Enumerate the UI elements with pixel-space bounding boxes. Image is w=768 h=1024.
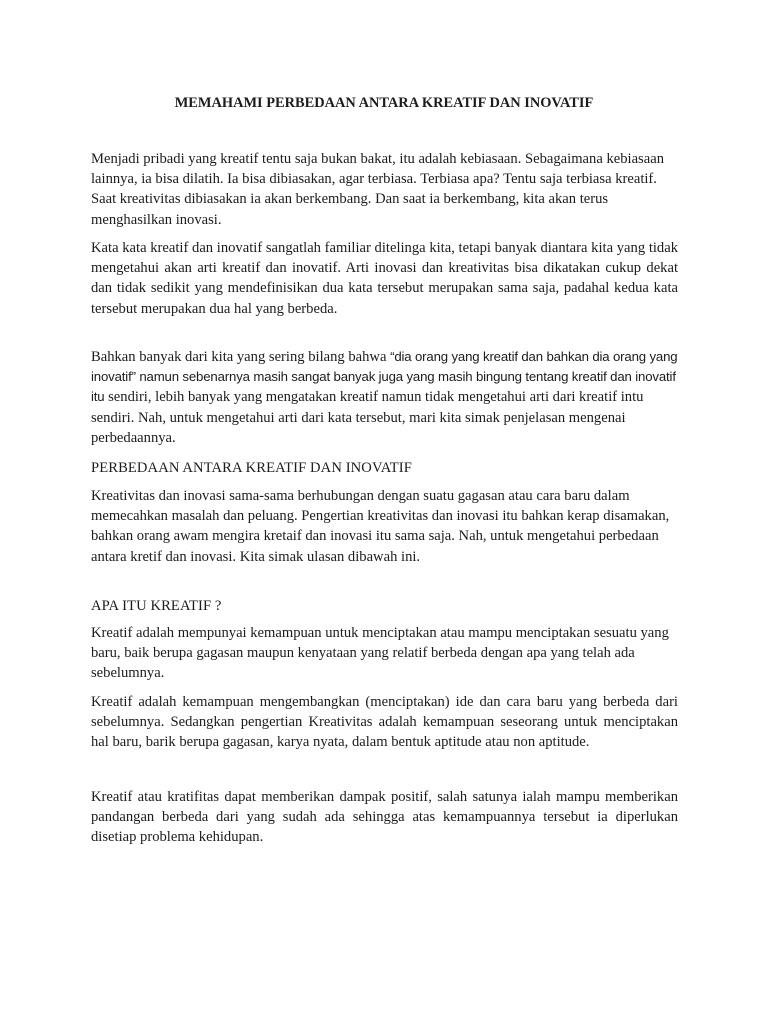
heading-apa-itu-kreatif: APA ITU KREATIF ? <box>91 598 222 614</box>
paragraph-2: Kata kata kreatif dan inovatif sangatlah familiar ditelinga kita, tetapi banyak diantara kita yang tidak mengetahui akan arti kreatif dan inovatif. Arti inovasi dan kreativitas bisa dikatakan cukup dekat dan tidak sedikit yang mendefinisikan dua kata tersebut merupakan sama saja, padahal kedua kata tersebut merupakan dua hal yang berbeda. <box>91 240 678 317</box>
paragraph-7: Kreatif atau kratifitas dapat memberikan dampak positif, salah satunya ialah mampu memberikan pandangan berbeda dari yang sudah ada sehingga atas kemampuannya tersebut ia diperlukan disetiap problema kehidupan. <box>91 789 678 846</box>
paragraph-3 <box>91 347 678 448</box>
document-title: MEMAHAMI PERBEDAAN ANTARA KREATIF DAN INOVATIF <box>174 95 594 111</box>
paragraph-3-quote: “dia orang yang kreatif dan bahkan dia orang yang inovatif” namun sebenarnya masih sangat banyak juga yang masih bingung tentang kreatif dan inovatif itu <box>91 349 678 405</box>
paragraph-3-text-end: sendiri, lebih banyak yang mengatakan kreatif namun tidak mengetahui arti dari kreatif intu sendiri. Nah, untuk mengetahui arti dari kata tersebut, mari kita simak penjelasan mengenai perbedaannya. <box>91 389 644 446</box>
paragraph-4: Kreativitas dan inovasi sama-sama berhubungan dengan suatu gagasan atau cara baru dalam memecahkan masalah dan peluang. Pengertian kreativitas dan inovasi itu bahkan kerap disamakan, bahkan orang awam mengira kretaif dan inovasi itu sama saja. Nah, untuk mengetahui perbedaan antara kretif dan inovasi. Kita simak ulasan dibawah ini. <box>91 488 670 565</box>
paragraph-5: Kreatif adalah mempunyai kemampuan untuk menciptakan atau mampu menciptakan sesuatu yang baru, baik berupa gagasan maupun kenyataan yang relatif berbeda dengan apa yang telah ada sebelumnya. <box>91 625 669 682</box>
paragraph-3-text-start: Bahkan banyak dari kita yang sering bilang bahwa <box>91 349 391 365</box>
heading-perbedaan: PERBEDAAN ANTARA KREATIF DAN INOVATIF <box>91 460 412 476</box>
paragraph-6: Kreatif adalah kemampuan mengembangkan (menciptakan) ide dan cara baru yang berbeda dari sebelumnya. Sedangkan pengertian Kreativitas adalah kemampuan seseorang untuk menciptakan hal baru, barik berupa gagasan, karya nyata, dalam bentuk aptitude atau non aptitude. <box>91 694 678 751</box>
paragraph-1: Menjadi pribadi yang kreatif tentu saja bukan bakat, itu adalah kebiasaan. Sebagaimana kebiasaan lainnya, ia bisa dilatih. Ia bisa dibiasakan, agar terbiasa. Terbiasa apa? Tentu saja terbiasa kreatif. Saat kreativitas dibiasakan ia akan berkembang. Dan saat ia berkembang, kita akan terus menghasilkan inovasi. <box>91 151 664 228</box>
